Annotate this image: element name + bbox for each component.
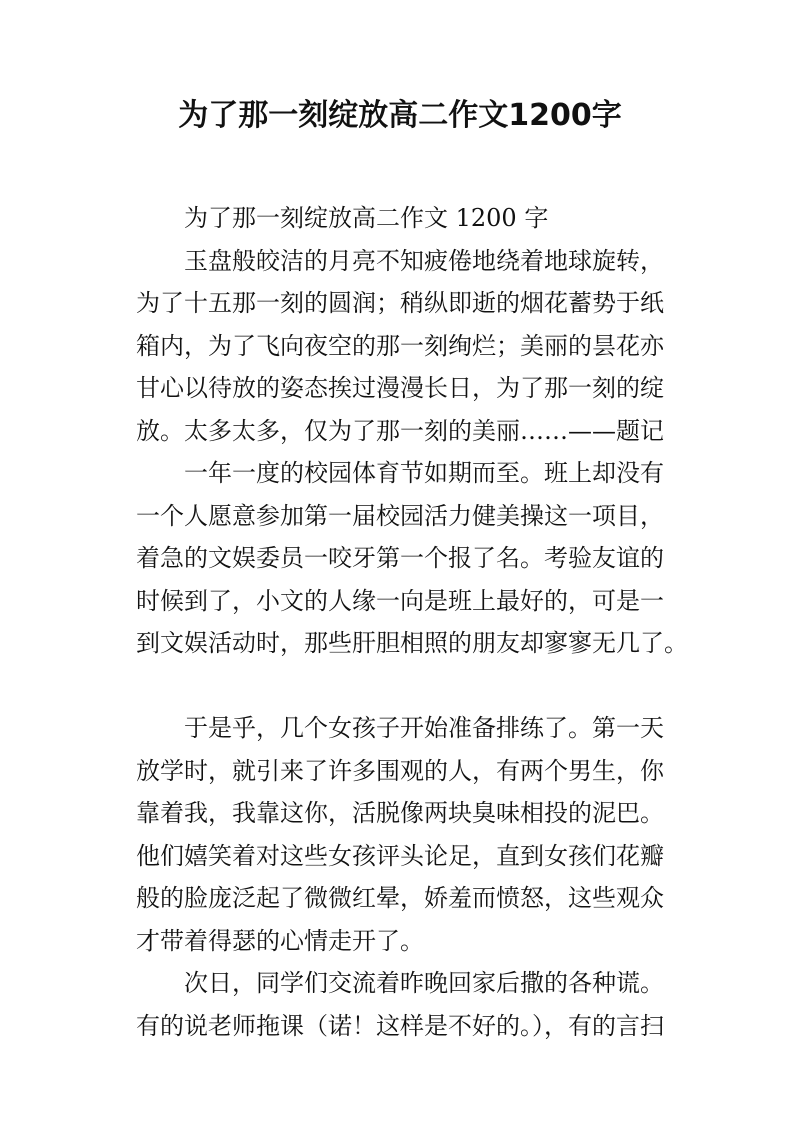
paragraph-line: 于是乎，几个女孩子开始准备排练了。第一天	[184, 714, 664, 742]
paragraph-line: 一年一度的校园体育节如期而至。班上却没有	[184, 459, 664, 487]
paragraph-line: 他们嬉笑着对这些女孩评头论足，直到女孩们花瓣	[136, 841, 664, 870]
paragraph-line: 甘心以待放的姿态挨过漫漫长日，为了那一刻的绽	[136, 374, 664, 402]
paragraph-line: 一个人愿意参加第一届校园活力健美操这一项目，	[136, 501, 664, 530]
paragraph-line: 才带着得瑟的心情走开了。	[136, 926, 424, 955]
paragraph-line: 放。太多太多，仅为了那一刻的美丽……——题记	[136, 416, 664, 445]
paragraph-line: 有的说老师拖课（诺！这样是不好的。），有的言扫	[136, 1011, 664, 1040]
essay-body	[136, 197, 696, 1047]
paragraph-line: 为了十五那一刻的圆润；稍纵即逝的烟花蓄势于纸	[136, 289, 664, 317]
essay-subtitle-line: 为了那一刻绽放高二作文 1200 字	[184, 204, 549, 232]
paragraph-line: 着急的文娱委员一咬牙第一个报了名。考验友谊的	[136, 544, 664, 572]
paragraph-line: 时候到了，小文的人缘一向是班上最好的，可是一	[136, 586, 664, 615]
document-title: 为了那一刻绽放高二作文1200字	[178, 98, 622, 133]
paragraph-line: 次日，同学们交流着昨晚回家后撒的各种谎。	[184, 969, 664, 997]
paragraph-line: 靠着我，我靠这你，活脱像两块臭味相投的泥巴。	[136, 799, 664, 827]
paragraph-line: 箱内，为了飞向夜空的那一刻绚烂；美丽的昙花亦	[136, 331, 664, 360]
paragraph-line: 放学时，就引来了许多围观的人，有两个男生，你	[136, 756, 664, 785]
paragraph-gap	[136, 665, 696, 708]
paragraph-line: 般的脸庞泛起了微微红晕，娇羞而愤怒，这些观众	[136, 884, 664, 912]
paragraph-line: 玉盘般皎洁的月亮不知疲倦地绕着地球旋转，	[184, 246, 664, 275]
paragraph-line: 到文娱活动时，那些肝胆相照的朋友却寥寥无几了。	[136, 629, 688, 657]
